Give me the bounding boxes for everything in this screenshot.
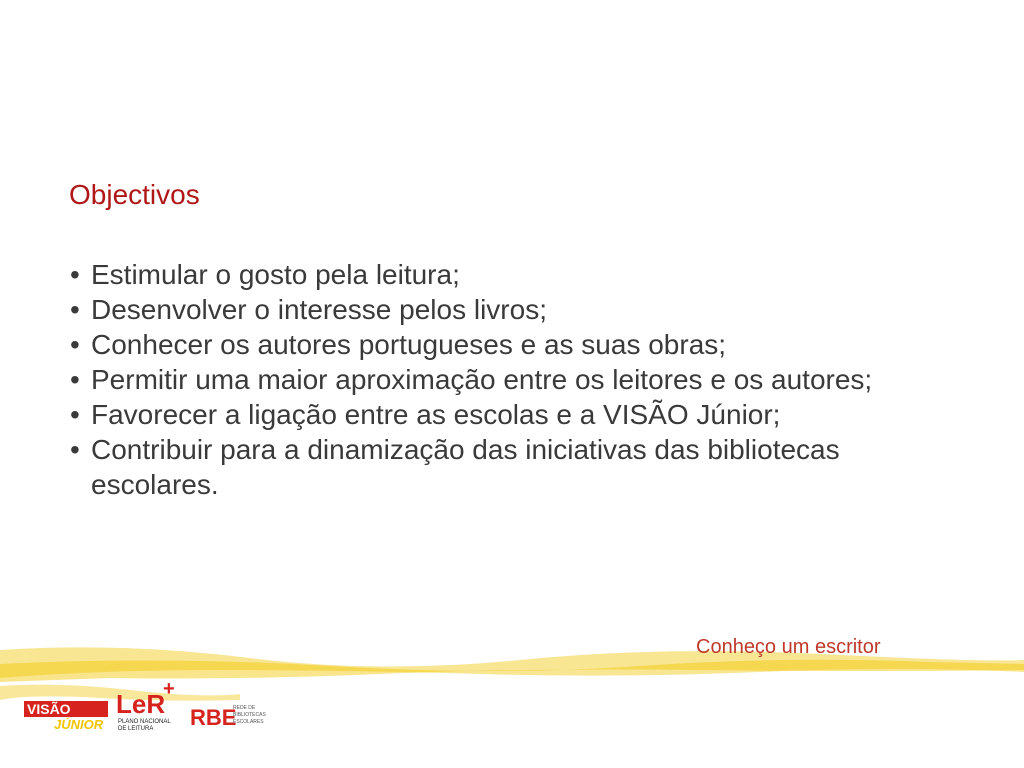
svg-text:RBE: RBE	[190, 705, 237, 730]
partner-logos	[0, 675, 300, 735]
svg-text:ESCOLARES: ESCOLARES	[233, 719, 264, 725]
svg-text:JÚNIOR: JÚNIOR	[54, 717, 104, 732]
svg-text:PLANO NACIONAL: PLANO NACIONAL	[118, 719, 171, 725]
objective-text: Contribuir para a dinamização das iniciativas das bibliotecas escolares.	[91, 434, 840, 500]
slide-title: Objectivos	[69, 179, 200, 210]
visao-junior-logo	[24, 700, 108, 732]
bullet-icon: •	[70, 259, 80, 290]
objective-item	[70, 432, 970, 502]
objective-text: Conhecer os autores portugueses e as suas obras;	[91, 329, 727, 360]
svg-text:REDE DE: REDE DE	[233, 705, 256, 711]
objectives-list	[70, 257, 970, 502]
svg-text:VISÃO: VISÃO	[27, 701, 71, 717]
svg-text:BIBLIOTECAS: BIBLIOTECAS	[233, 712, 266, 718]
objective-item	[70, 327, 970, 362]
svg-text:LeR: LeR	[116, 689, 166, 719]
ler-logo	[116, 678, 175, 732]
bullet-icon: •	[70, 364, 80, 395]
objective-item	[70, 397, 970, 432]
bullet-icon: •	[70, 329, 80, 360]
presentation-caption: Conheço um escritor	[696, 636, 881, 658]
bullet-icon: •	[70, 399, 80, 430]
svg-text:+: +	[163, 678, 175, 700]
svg-text:DE LEITURA: DE LEITURA	[118, 726, 154, 732]
bullet-icon: •	[70, 294, 80, 325]
objective-item	[70, 362, 970, 397]
objective-item	[70, 257, 970, 292]
objective-text: Permitir uma maior aproximação entre os leitores e os autores;	[91, 364, 873, 395]
objective-text: Desenvolver o interesse pelos livros;	[91, 294, 547, 325]
bullet-icon: •	[70, 434, 80, 465]
objective-text: Estimular o gosto pela leitura;	[91, 259, 460, 290]
objective-item	[70, 292, 970, 327]
rbe-logo	[190, 705, 266, 730]
objective-text: Favorecer a ligação entre as escolas e a VISÃO Júnior;	[91, 399, 781, 430]
